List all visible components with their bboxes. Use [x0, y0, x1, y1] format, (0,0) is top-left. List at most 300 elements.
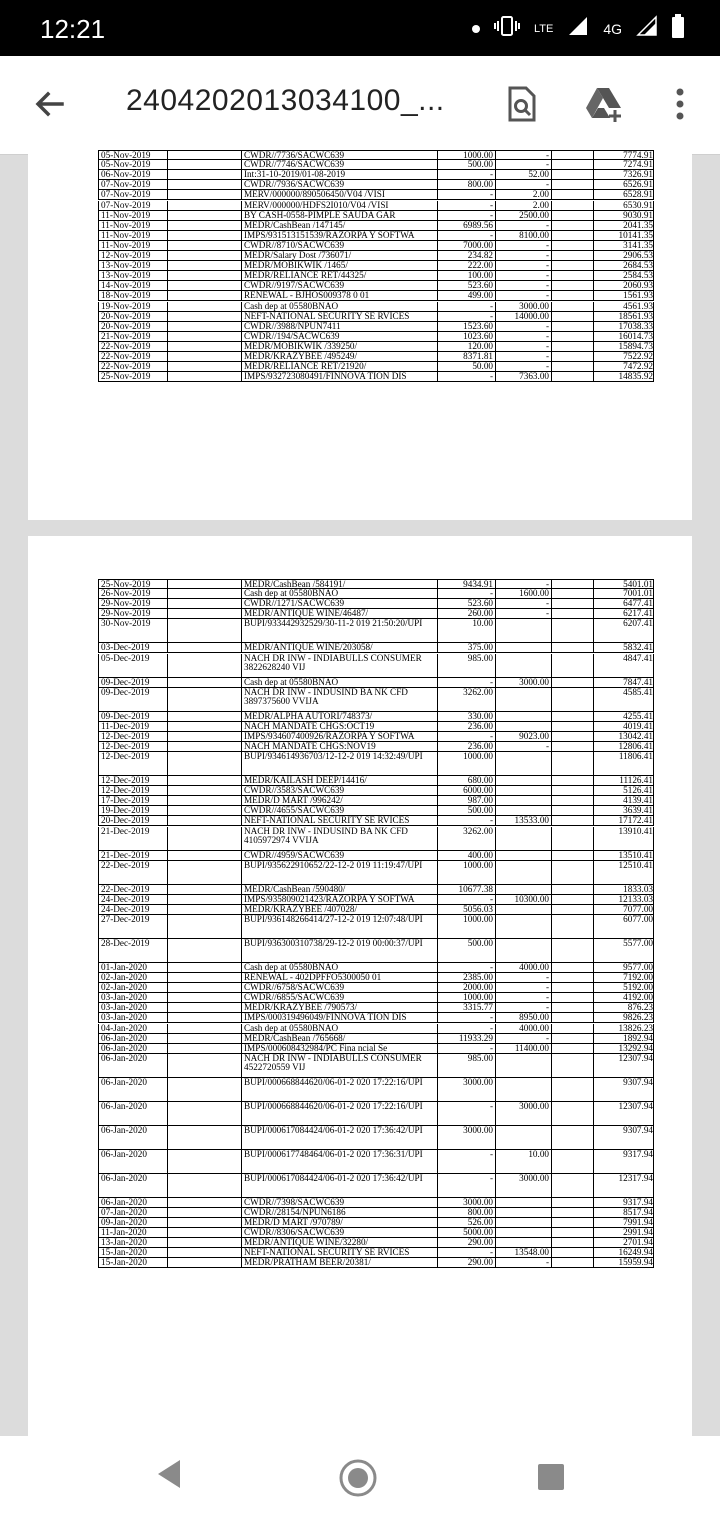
- table-row: [98, 1174, 654, 1198]
- row-deposit: [495, 786, 551, 795]
- row-balance: 3141.35: [593, 241, 655, 250]
- row-deposit: 52.00: [495, 170, 551, 179]
- row-deposit: [495, 1238, 551, 1247]
- row-spacer: [551, 231, 593, 240]
- row-deposit: -: [495, 180, 551, 189]
- row-ref: [167, 589, 241, 598]
- table-row: [98, 1078, 654, 1102]
- row-date: 14-Nov-2019: [101, 281, 151, 291]
- row-balance: 12133.03: [593, 895, 655, 904]
- row-balance: 1892.94: [593, 1034, 655, 1043]
- table-row: [98, 150, 654, 160]
- row-balance: 9317.94: [593, 1198, 655, 1207]
- table-row: [98, 271, 654, 281]
- row-balance: 4255.41: [593, 712, 655, 721]
- row-spacer: [551, 963, 593, 972]
- row-withdrawal: 1000.00: [437, 993, 495, 1002]
- row-description: MEDR/RELIANCE RET/21920/: [241, 362, 437, 371]
- row-withdrawal: -: [437, 312, 495, 321]
- row-withdrawal: 222.00: [437, 261, 495, 270]
- row-date: 06-Jan-2020: [101, 1173, 147, 1183]
- row-description: CWDR//8306/SACWC639: [241, 1228, 437, 1237]
- row-deposit: 8100.00: [495, 231, 551, 240]
- table-row: [98, 1013, 654, 1023]
- row-deposit: [495, 1126, 551, 1149]
- row-description: Cash dep at 05580BNAO: [241, 963, 437, 972]
- row-ref: [167, 352, 241, 361]
- row-description: MEDR/CashBean /147145/: [241, 221, 437, 230]
- row-deposit: -: [495, 332, 551, 341]
- row-date: 03-Jan-2020: [101, 1003, 147, 1013]
- row-ref: [167, 827, 241, 850]
- row-spacer: [551, 589, 593, 598]
- row-withdrawal: 330.00: [437, 712, 495, 721]
- row-withdrawal: -: [437, 372, 495, 381]
- row-deposit: -: [495, 599, 551, 608]
- row-spacer: [551, 352, 593, 361]
- row-date: 03-Dec-2019: [101, 643, 150, 653]
- row-withdrawal: 800.00: [437, 180, 495, 189]
- vibrate-icon: [494, 15, 520, 42]
- row-withdrawal: 2385.00: [437, 973, 495, 982]
- row-deposit: -: [495, 291, 551, 300]
- row-date: 07-Jan-2020: [101, 1207, 147, 1217]
- row-deposit: 13533.00: [495, 816, 551, 825]
- row-deposit: -: [495, 322, 551, 331]
- row-description: CWDR//194/SACWC639: [241, 332, 437, 341]
- row-ref: [167, 580, 241, 588]
- row-deposit: 13548.00: [495, 1248, 551, 1257]
- row-date: 12-Dec-2019: [101, 741, 150, 751]
- row-withdrawal: 680.00: [437, 776, 495, 785]
- row-date: 06-Jan-2020: [101, 1043, 147, 1053]
- row-date: 20-Nov-2019: [101, 321, 151, 331]
- row-spacer: [551, 993, 593, 1002]
- table-row: [98, 221, 654, 231]
- row-withdrawal: 3000.00: [437, 1126, 495, 1149]
- row-description: NEFT-NATIONAL SECURITY SE RVICES: [241, 312, 437, 321]
- table-row: [98, 1102, 654, 1126]
- row-date: 13-Nov-2019: [101, 261, 151, 271]
- row-balance: 9307.94: [593, 1126, 655, 1149]
- row-ref: [167, 786, 241, 795]
- app-bar: [0, 56, 720, 155]
- row-spacer: [551, 915, 593, 938]
- row-withdrawal: 2000.00: [437, 983, 495, 992]
- row-date: 06-Jan-2020: [101, 1053, 147, 1063]
- row-spacer: [551, 160, 593, 169]
- table-row: [98, 281, 654, 291]
- row-description: MERV/000000/890506450/V04 /VISI: [241, 190, 437, 199]
- row-ref: [167, 722, 241, 731]
- row-withdrawal: -: [437, 816, 495, 825]
- row-deposit: -: [495, 1003, 551, 1012]
- table-row: [98, 993, 654, 1003]
- row-date: 22-Nov-2019: [101, 341, 151, 351]
- row-deposit: [495, 654, 551, 677]
- table-row: [98, 1024, 654, 1034]
- row-ref: [167, 1228, 241, 1237]
- search-button[interactable]: [500, 82, 544, 126]
- table-row: [98, 939, 654, 963]
- row-withdrawal: 526.00: [437, 1218, 495, 1227]
- row-date: 25-Nov-2019: [101, 580, 151, 589]
- row-spacer: [551, 221, 593, 230]
- row-ref: [167, 1126, 241, 1149]
- row-deposit: [495, 619, 551, 642]
- row-date: 06-Jan-2020: [101, 1101, 147, 1111]
- lte-call-icon: [534, 23, 553, 35]
- table-row: [98, 201, 654, 211]
- table-row: [98, 688, 654, 712]
- table-row: [98, 1208, 654, 1218]
- row-withdrawal: 5056.03: [437, 905, 495, 914]
- row-withdrawal: 234.82: [437, 251, 495, 260]
- row-date: 06-Jan-2020: [101, 1125, 147, 1135]
- row-ref: [167, 291, 241, 300]
- row-balance: 18561.93: [593, 312, 655, 321]
- row-spacer: [551, 1013, 593, 1022]
- row-spacer: [551, 983, 593, 992]
- nav-back-button[interactable]: [156, 1458, 182, 1495]
- row-description: BY CASH-0558-PIMPLE SAUDA GAR: [241, 211, 437, 220]
- row-ref: [167, 654, 241, 677]
- row-balance: 9030.91: [593, 211, 655, 220]
- row-deposit: [495, 1054, 551, 1077]
- row-ref: [167, 332, 241, 341]
- row-deposit: 4000.00: [495, 1024, 551, 1033]
- row-ref: [167, 816, 241, 825]
- row-ref: [167, 861, 241, 884]
- row-date: 02-Jan-2020: [101, 973, 147, 982]
- row-description: Cash dep at 05580BNAO: [241, 302, 437, 311]
- row-deposit: [495, 643, 551, 652]
- row-balance: 2906.53: [593, 251, 655, 260]
- status-icons: [472, 14, 684, 43]
- row-description: BUPI/935622910652/22-12-2 019 11:19:47/UPI: [241, 861, 437, 884]
- row-ref: [167, 752, 241, 775]
- row-date: 03-Jan-2020: [101, 993, 147, 1003]
- row-ref: [167, 170, 241, 179]
- row-withdrawal: 500.00: [437, 806, 495, 815]
- nav-home-button[interactable]: [338, 1458, 378, 1503]
- row-balance: 12317.94: [593, 1174, 655, 1197]
- row-spacer: [551, 1003, 593, 1012]
- row-ref: [167, 151, 241, 159]
- row-date: 06-Jan-2020: [101, 1033, 147, 1043]
- table-row: [98, 816, 654, 826]
- row-balance: 6077.00: [593, 915, 655, 938]
- row-balance: 2041.35: [593, 221, 655, 230]
- row-deposit: -: [495, 261, 551, 270]
- row-balance: 7847.41: [593, 678, 655, 687]
- table-row: [98, 963, 654, 973]
- row-spacer: [551, 722, 593, 731]
- row-description: Int:31-10-2019/01-08-2019: [241, 170, 437, 179]
- arrow-back-icon: [28, 82, 72, 126]
- triangle-back-icon: [156, 1458, 182, 1490]
- row-description: MEDR/PRATHAM BEER/20381/: [241, 1258, 437, 1267]
- row-deposit: 3000.00: [495, 1102, 551, 1125]
- row-description: CWDR//4959/SACWC639: [241, 851, 437, 860]
- row-spacer: [551, 609, 593, 618]
- row-withdrawal: 987.00: [437, 796, 495, 805]
- row-description: BUPI/000617084424/06-01-2 020 17:36:42/UPI: [241, 1126, 437, 1149]
- row-spacer: [551, 905, 593, 914]
- row-spacer: [551, 816, 593, 825]
- row-balance: 5126.41: [593, 786, 655, 795]
- row-ref: [167, 1102, 241, 1125]
- row-withdrawal: 290.00: [437, 1258, 495, 1267]
- row-spacer: [551, 1228, 593, 1237]
- notification-dot-icon: [472, 25, 480, 33]
- row-withdrawal: -: [437, 190, 495, 199]
- row-spacer: [551, 678, 593, 687]
- row-ref: [167, 302, 241, 311]
- row-date: 21-Nov-2019: [101, 331, 151, 341]
- row-deposit: -: [495, 251, 551, 260]
- row-description: CWDR//6758/SACWC639: [241, 983, 437, 992]
- row-ref: [167, 312, 241, 321]
- row-date: 19-Dec-2019: [101, 806, 150, 816]
- row-description: BUPI/936300310738/29-12-2 019 00:00:37/UPI: [241, 939, 437, 962]
- row-description: Cash dep at 05580BNAO: [241, 589, 437, 598]
- row-ref: [167, 1150, 241, 1173]
- row-description: NACH DR INW - INDUSIND BA NK CFD 3897375600 VVIJA: [241, 688, 437, 711]
- row-ref: [167, 1208, 241, 1217]
- table-row: [98, 722, 654, 732]
- row-description: NACH DR INW - INDUSIND BA NK CFD 4105972974 VVIJA: [241, 827, 437, 850]
- row-balance: 15894.73: [593, 342, 655, 351]
- table-row: [98, 1228, 654, 1238]
- table-row: [98, 1218, 654, 1228]
- table-row: [98, 322, 654, 332]
- row-spacer: [551, 1150, 593, 1173]
- row-date: 21-Dec-2019: [101, 826, 150, 836]
- row-balance: 6526.91: [593, 180, 655, 189]
- row-deposit: 11400.00: [495, 1044, 551, 1053]
- table-row: [98, 619, 654, 643]
- row-spacer: [551, 643, 593, 652]
- row-description: MEDR/ALPHA AUTORI/748373/: [241, 712, 437, 721]
- row-description: NEFT-NATIONAL SECURITY SE RVICES: [241, 816, 437, 825]
- table-row: [98, 599, 654, 609]
- row-date: 20-Nov-2019: [101, 311, 151, 321]
- row-withdrawal: 400.00: [437, 851, 495, 860]
- row-date: 15-Jan-2020: [101, 1258, 147, 1268]
- row-withdrawal: 290.00: [437, 1238, 495, 1247]
- row-balance: 6477.41: [593, 599, 655, 608]
- row-ref: [167, 776, 241, 785]
- table-row: [98, 190, 654, 200]
- row-spacer: [551, 170, 593, 179]
- row-date: 13-Jan-2020: [101, 1238, 147, 1248]
- row-date: 09-Jan-2020: [101, 1218, 147, 1227]
- row-spacer: [551, 342, 593, 351]
- row-spacer: [551, 973, 593, 982]
- row-description: BUPI/933442932529/30-11-2 019 21:50:20/UPI: [241, 619, 437, 642]
- lte-label: LTE: [533, 22, 554, 35]
- row-spacer: [551, 1078, 593, 1101]
- row-balance: 5192.00: [593, 983, 655, 992]
- row-ref: [167, 643, 241, 652]
- nav-recents-button[interactable]: [538, 1464, 564, 1490]
- table-row: [98, 332, 654, 342]
- table-row: [98, 261, 654, 271]
- row-description: NACH MANDATE CHGS:OCT19: [241, 722, 437, 731]
- row-spacer: [551, 1126, 593, 1149]
- row-ref: [167, 241, 241, 250]
- row-deposit: -: [495, 281, 551, 290]
- row-deposit: -: [495, 742, 551, 751]
- row-ref: [167, 1258, 241, 1267]
- row-description: MEDR/MOBIKWIK /339250/: [241, 342, 437, 351]
- row-balance: 7991.94: [593, 1218, 655, 1227]
- row-balance: 6528.91: [593, 190, 655, 199]
- table-row: [98, 905, 654, 915]
- row-ref: [167, 885, 241, 894]
- document-title: 2404202013034100_...: [126, 84, 445, 117]
- table-row: [98, 241, 654, 251]
- row-description: MEDR/KRAZYBEE /495249/: [241, 352, 437, 361]
- row-description: NACH DR INW - INDIABULLS CONSUMER 3822628240 VIJ: [241, 654, 437, 677]
- table-row: [98, 732, 654, 742]
- row-deposit: [495, 1208, 551, 1217]
- row-deposit: 14000.00: [495, 312, 551, 321]
- row-spacer: [551, 1248, 593, 1257]
- row-balance: 15959.94: [593, 1258, 655, 1267]
- row-spacer: [551, 1218, 593, 1227]
- row-ref: [167, 851, 241, 860]
- row-spacer: [551, 1208, 593, 1217]
- row-description: MEDR/ANTIQUE WINE/32280/: [241, 1238, 437, 1247]
- row-withdrawal: 375.00: [437, 643, 495, 652]
- row-deposit: -: [495, 241, 551, 250]
- row-spacer: [551, 312, 593, 321]
- row-spacer: [551, 332, 593, 341]
- row-description: BUPI/000668844620/06-01-2 020 17:22:16/UPI: [241, 1078, 437, 1101]
- row-description: IMPS/935809021423/RAZORPA Y SOFTWA: [241, 895, 437, 904]
- row-description: IMPS/932723080491/FINNOVA TION DIS: [241, 372, 437, 381]
- row-balance: 12307.94: [593, 1102, 655, 1125]
- row-date: 11-Jan-2020: [101, 1228, 147, 1238]
- row-deposit: [495, 776, 551, 785]
- row-date: 11-Nov-2019: [101, 240, 151, 250]
- row-withdrawal: -: [437, 1174, 495, 1197]
- row-withdrawal: 9434.91: [437, 580, 495, 588]
- row-ref: [167, 1054, 241, 1077]
- row-withdrawal: 236.00: [437, 742, 495, 751]
- row-ref: [167, 1044, 241, 1053]
- more-options-button[interactable]: [658, 82, 702, 126]
- row-date: 18-Nov-2019: [101, 291, 151, 301]
- row-withdrawal: 3000.00: [437, 1078, 495, 1101]
- row-ref: [167, 742, 241, 751]
- row-deposit: [495, 796, 551, 805]
- row-withdrawal: 6989.56: [437, 221, 495, 230]
- row-balance: 11126.41: [593, 776, 655, 785]
- row-ref: [167, 372, 241, 381]
- row-deposit: -: [495, 362, 551, 371]
- row-ref: [167, 180, 241, 189]
- row-ref: [167, 1013, 241, 1022]
- navigation-bar: [0, 1436, 720, 1520]
- row-balance: 2060.93: [593, 281, 655, 290]
- row-date: 17-Dec-2019: [101, 796, 150, 806]
- row-deposit: -: [495, 271, 551, 280]
- add-to-drive-button[interactable]: [582, 82, 626, 126]
- row-balance: 5832.41: [593, 643, 655, 652]
- row-description: MEDR/D MART /996242/: [241, 796, 437, 805]
- row-ref: [167, 281, 241, 290]
- row-withdrawal: 8371.81: [437, 352, 495, 361]
- table-row: [98, 895, 654, 905]
- row-balance: 13292.94: [593, 1044, 655, 1053]
- row-description: CWDR//7398/SACWC639: [241, 1198, 437, 1207]
- row-withdrawal: 1000.00: [437, 151, 495, 159]
- table-row: [98, 180, 654, 190]
- row-deposit: [495, 752, 551, 775]
- row-description: MEDR/RELIANCE RET/44325/: [241, 271, 437, 280]
- row-date: 13-Nov-2019: [101, 271, 151, 281]
- add-to-drive-icon: [582, 82, 626, 126]
- row-date: 11-Nov-2019: [101, 220, 151, 230]
- back-button[interactable]: [28, 82, 72, 126]
- table-row: [98, 589, 654, 599]
- row-description: CWDR//3988/NPUN7411: [241, 322, 437, 331]
- row-date: 02-Jan-2020: [101, 983, 147, 993]
- row-ref: [167, 712, 241, 721]
- row-withdrawal: -: [437, 170, 495, 179]
- row-description: RENEWAL - BJHOS009378 0 01: [241, 291, 437, 300]
- row-deposit: 2.00: [495, 201, 551, 210]
- table-row: [98, 372, 654, 382]
- row-date: 22-Nov-2019: [101, 352, 151, 361]
- row-balance: 7472.92: [593, 362, 655, 371]
- row-description: MEDR/KAILASH DEEP/14416/: [241, 776, 437, 785]
- row-ref: [167, 905, 241, 914]
- table-row: [98, 1126, 654, 1150]
- row-withdrawal: 260.00: [437, 609, 495, 618]
- row-date: 03-Jan-2020: [101, 1013, 147, 1023]
- row-date: 05-Dec-2019: [101, 653, 150, 663]
- row-description: MEDR/D MART /970789/: [241, 1218, 437, 1227]
- table-row: [98, 786, 654, 796]
- row-description: MEDR/ANTIQUE WINE/203058/: [241, 643, 437, 652]
- row-withdrawal: 3262.00: [437, 688, 495, 711]
- row-spacer: [551, 251, 593, 260]
- row-balance: 4561.93: [593, 302, 655, 311]
- row-balance: 7522.92: [593, 352, 655, 361]
- table-row: [98, 302, 654, 312]
- row-description: MEDR/CashBean /765668/: [241, 1034, 437, 1043]
- table-row: [98, 342, 654, 352]
- row-description: CWDR//6855/SACWC639: [241, 993, 437, 1002]
- row-spacer: [551, 939, 593, 962]
- row-ref: [167, 322, 241, 331]
- row-spacer: [551, 599, 593, 608]
- row-balance: 12806.41: [593, 742, 655, 751]
- row-balance: 12510.41: [593, 861, 655, 884]
- row-spacer: [551, 861, 593, 884]
- row-balance: 9307.94: [593, 1078, 655, 1101]
- row-deposit: 3000.00: [495, 678, 551, 687]
- row-description: MEDR/KRAZYBEE /790573/: [241, 1003, 437, 1012]
- table-row: [98, 1054, 654, 1078]
- row-balance: 7192.00: [593, 973, 655, 982]
- row-spacer: [551, 281, 593, 290]
- row-ref: [167, 599, 241, 608]
